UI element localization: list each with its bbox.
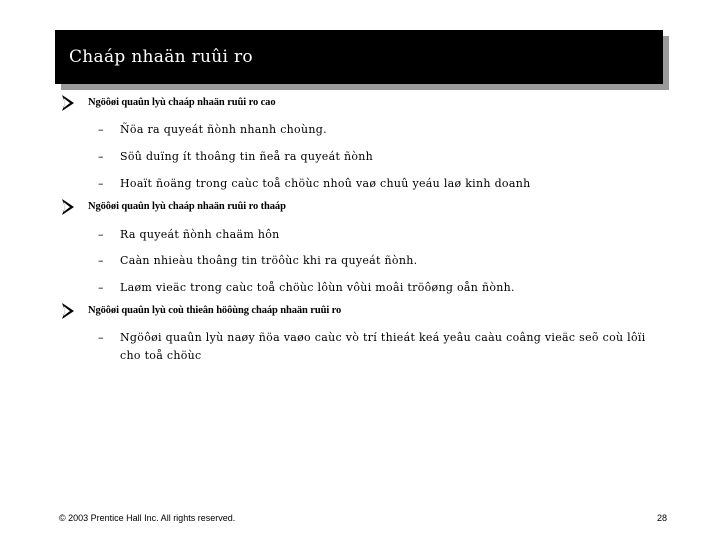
sub-bullet-item (98, 175, 658, 193)
sub-bullet-item (98, 279, 658, 297)
bullet-item (60, 200, 286, 216)
dash-marker: – (98, 150, 104, 163)
arrowhead-bullet-icon (60, 94, 76, 112)
bullet-item (60, 304, 341, 320)
sub-bullet-item (98, 226, 658, 244)
title-bar (55, 30, 663, 84)
sub-bullet-text: Ngöôøi quaûn lyù naøy ñöa vaøo caùc vò trí thieát keá yeâu caàu coâng vieäc seõ coù lôïi cho toå chöùc (120, 331, 646, 362)
sub-bullet-text: Laøm vieäc trong caùc toå chöùc lôùn vôùi moâi tröôøng oån ñònh. (120, 281, 515, 294)
sub-bullet-text: Ñöa ra quyeát ñònh nhanh choùng. (120, 123, 327, 136)
bullet-item (60, 96, 276, 112)
page-number: 28 (656, 513, 667, 523)
sub-bullet-text: Caàn nhieàu thoâng tin tröôùc khi ra quyeát ñònh. (120, 254, 418, 267)
sub-bullet-text: Hoaït ñoäng trong caùc toå chöùc nhoû vaø chuû yeáu laø kinh doanh (120, 177, 531, 190)
dash-marker: – (98, 228, 104, 241)
dash-marker: – (98, 281, 104, 294)
sub-bullet-text: Söû duïng ít thoâng tin ñeå ra quyeát ñònh (120, 150, 374, 163)
bullet-heading: Ngöôøi quaûn lyù chaáp nhaän ruûi ro cao (88, 97, 276, 108)
arrowhead-bullet-icon (60, 302, 76, 320)
dash-marker: – (98, 331, 104, 344)
sub-bullet-text: Ra quyeát ñònh chaäm hôn (120, 228, 280, 241)
bullet-heading: Ngöôøi quaûn lyù coù thieân höôùng chaáp nhaän ruûi ro (88, 305, 342, 316)
sub-bullet-item (98, 329, 658, 365)
dash-marker: – (98, 177, 104, 190)
sub-bullet-item (98, 148, 658, 166)
dash-marker: – (98, 123, 104, 136)
slide-title: Chaáp nhaän ruûi ro (69, 47, 253, 67)
sub-bullet-item (98, 121, 658, 139)
arrowhead-bullet-icon (60, 198, 76, 216)
bullet-heading: Ngöôøi quaûn lyù chaáp nhaän ruûi ro thaáp (88, 201, 286, 212)
sub-bullet-item (98, 252, 658, 270)
copyright-footer: © 2003 Prentice Hall Inc. All rights reserved. (59, 513, 236, 523)
dash-marker: – (98, 254, 104, 267)
